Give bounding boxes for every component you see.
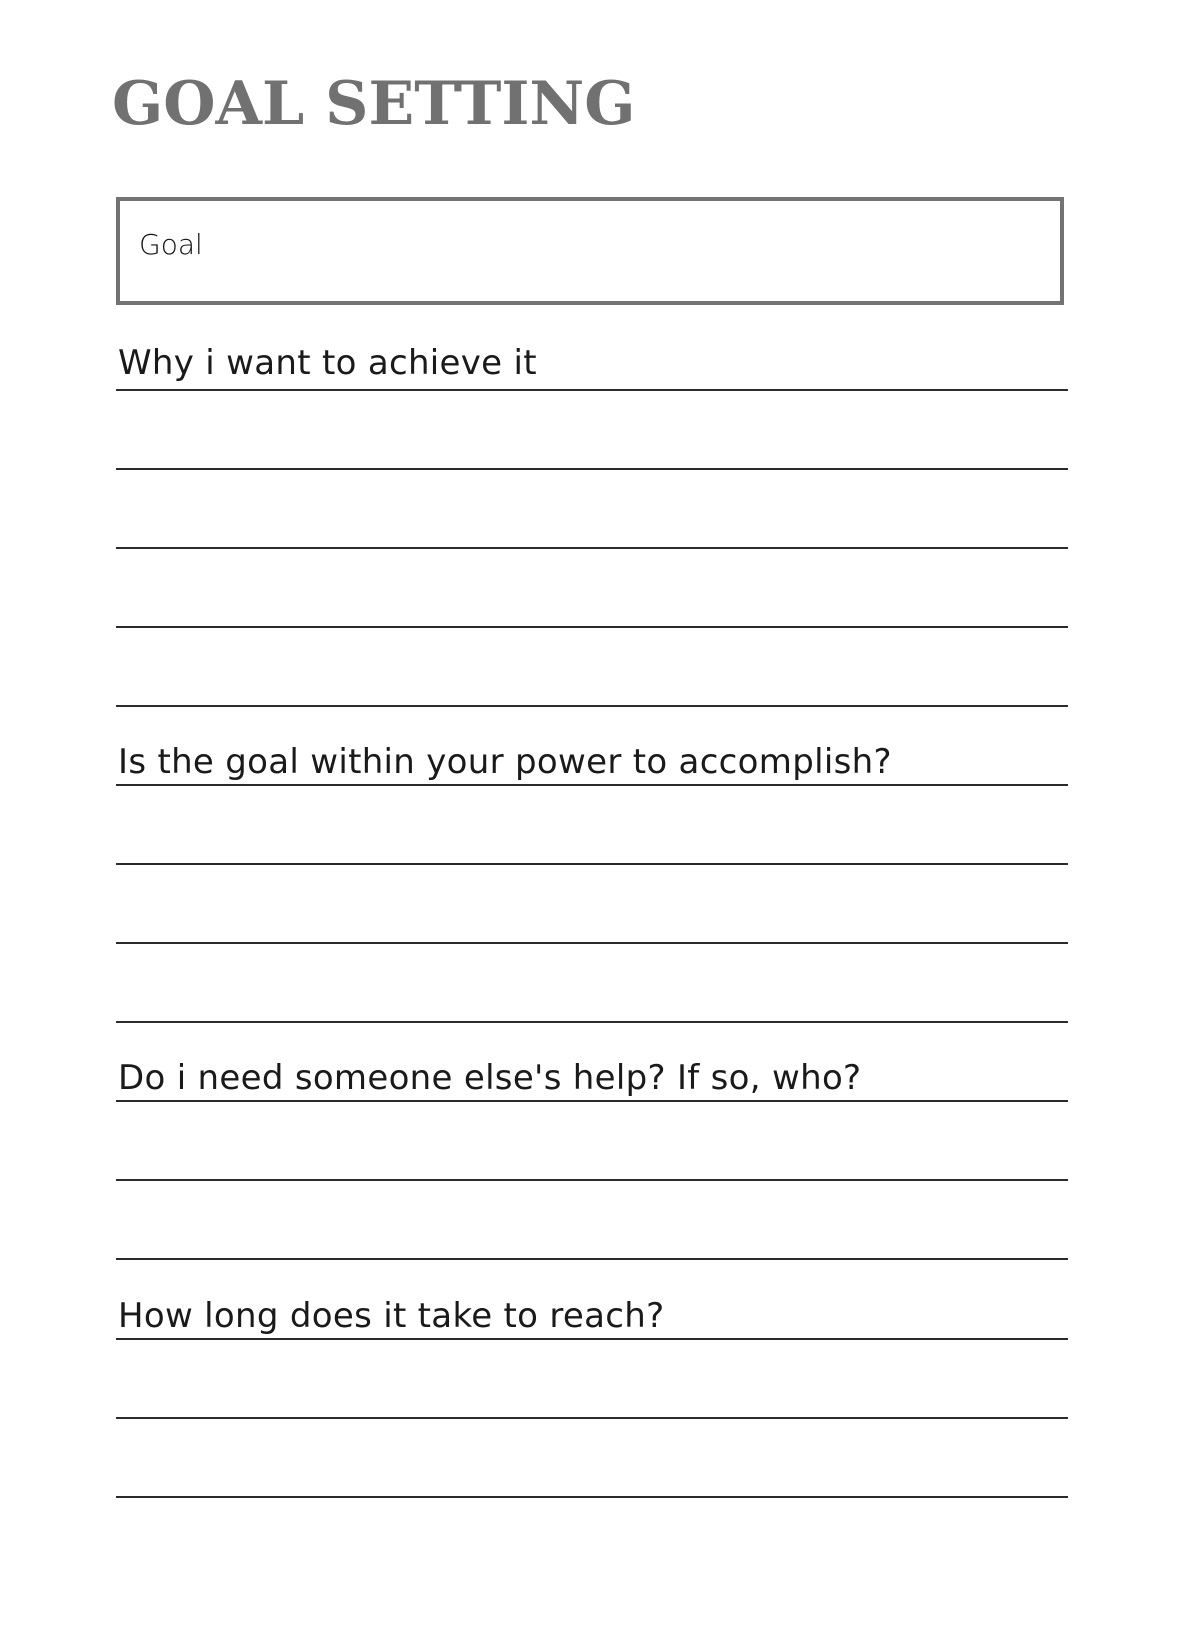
answer-line[interactable] (116, 1179, 1068, 1181)
answer-line[interactable] (116, 626, 1068, 628)
answer-line[interactable] (116, 547, 1068, 549)
answer-line[interactable] (116, 1417, 1068, 1419)
page-title: GOAL SETTING (112, 69, 636, 139)
goal-label: Goal (139, 228, 203, 261)
answer-line[interactable] (116, 863, 1068, 865)
answer-line[interactable] (116, 1100, 1068, 1102)
goal-field[interactable] (116, 197, 1064, 305)
question-duration: How long does it take to reach? (118, 1296, 665, 1336)
answer-line[interactable] (116, 1258, 1068, 1260)
answer-line[interactable] (116, 389, 1068, 391)
question-why: Why i want to achieve it (118, 343, 537, 383)
answer-line[interactable] (116, 1338, 1068, 1340)
answer-line[interactable] (116, 1021, 1068, 1023)
answer-line[interactable] (116, 784, 1068, 786)
answer-line[interactable] (116, 705, 1068, 707)
question-help: Do i need someone else's help? If so, who? (118, 1058, 862, 1098)
answer-line[interactable] (116, 942, 1068, 944)
answer-line[interactable] (116, 468, 1068, 470)
answer-line[interactable] (116, 1496, 1068, 1498)
question-power: Is the goal within your power to accomplish? (118, 742, 892, 782)
